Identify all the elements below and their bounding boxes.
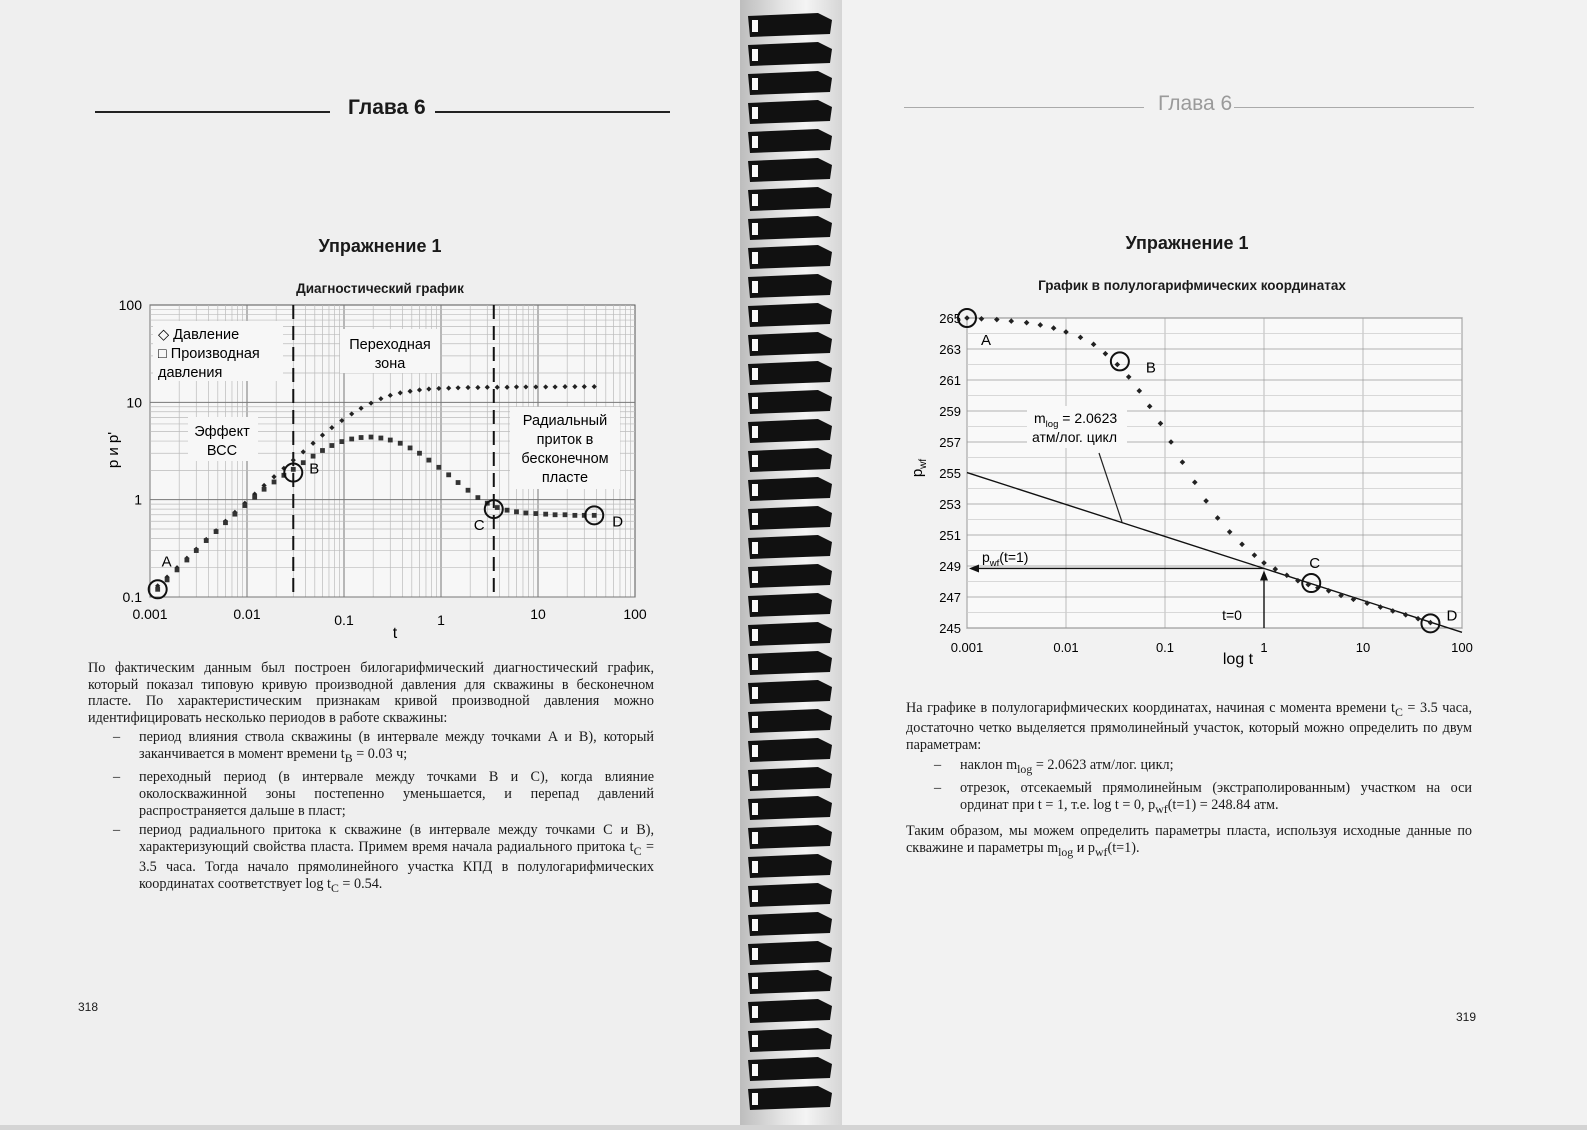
bullet-dash: – [113, 769, 121, 786]
binding-coil [748, 332, 832, 356]
binding-hole [752, 542, 758, 554]
legend [153, 321, 283, 381]
derivative-point [252, 495, 257, 500]
binding-hole [752, 948, 758, 960]
binding-hole [752, 658, 758, 670]
binding-coil [748, 941, 832, 965]
binding-coil [748, 129, 832, 153]
bullet-item [113, 822, 654, 896]
y-tick-label: 247 [939, 590, 961, 605]
derivative-point [359, 435, 364, 440]
derivative-point [311, 454, 316, 459]
x-tick-label: 0.1 [334, 612, 354, 628]
derivative-point [388, 438, 393, 443]
binding-coil [748, 158, 832, 182]
binding-hole [752, 136, 758, 148]
binding-coil [748, 1086, 832, 1110]
slope-label-line2: атм/лог. цикл [1032, 429, 1117, 445]
x-tick-label: 0.01 [1053, 640, 1079, 655]
exercise-title: Упражнение 1 [318, 236, 442, 256]
annotation-line: бесконечном [521, 451, 609, 467]
y-tick-label: 1 [134, 491, 142, 508]
key-point-label: B [309, 460, 320, 478]
left-body-text [88, 660, 654, 896]
bullet-dash: – [113, 729, 121, 746]
annotation-line: зона [374, 356, 406, 372]
paragraph: На графике в полулогарифмических координатах, начиная с момента времени $t_C = 3.5$ часа, достаточно четко выделяется прямолинейный участок, который можно определить по двум параметрам: [906, 700, 1473, 754]
binding-coil [748, 796, 832, 820]
binding-hole [752, 310, 758, 322]
derivative-point [572, 513, 577, 518]
header-rule-right [435, 111, 670, 113]
x-tick-label: 0.001 [132, 606, 168, 622]
annotation-line: Эффект [194, 424, 250, 440]
y-axis-label: $p_{wf}$ [909, 458, 929, 478]
derivative-point [417, 451, 422, 456]
binding-coil [748, 767, 832, 791]
binding-hole [752, 165, 758, 177]
bullet-text: = 0.03 ч; [352, 745, 408, 762]
binding-coil [748, 825, 832, 849]
bullet-dash: – [934, 756, 942, 773]
y-tick-label: 261 [939, 373, 961, 388]
y-tick-label: 0.1 [122, 589, 142, 605]
binding-coil [748, 883, 832, 907]
binding-coil [748, 1028, 832, 1052]
derivative-point [242, 503, 247, 508]
binding-coil [748, 1057, 832, 1081]
bullet-text: период радиального притока к скважине (в интервале между точками C и B), характеризующий свойства пласта. Примем время начала радиального притока t [139, 822, 654, 855]
binding-coil [748, 187, 832, 211]
derivative-point [329, 443, 334, 448]
semilog-chart [842, 300, 1587, 680]
derivative-point [495, 505, 500, 510]
chapter-header-left [95, 96, 670, 126]
binding-coil [748, 564, 832, 588]
annotation-line: ВСС [206, 443, 238, 459]
binding-coil [748, 303, 832, 327]
binding-coil [748, 854, 832, 878]
y-axis-label: p и p' [105, 431, 122, 469]
figure-title: График в полулогарифмических координатах [1038, 278, 1346, 293]
binding-hole [752, 339, 758, 351]
binding-coil [748, 100, 832, 124]
subscript: B [344, 750, 353, 765]
right-body-text [906, 700, 1472, 860]
binding-coil [748, 506, 832, 530]
derivative-point [378, 436, 383, 441]
subscript: C [330, 880, 339, 895]
key-point-label: C [473, 517, 485, 535]
annotation-line: Радиальный [522, 413, 608, 429]
binding-hole [752, 281, 758, 293]
y-tick-label: 263 [939, 342, 961, 357]
binding-hole [752, 629, 758, 641]
derivative-point [466, 488, 471, 493]
bullet-item [113, 769, 654, 819]
derivative-point [301, 460, 306, 465]
binding-hole [752, 977, 758, 989]
bullet-text: = 0.54. [338, 875, 383, 892]
binding-coil [748, 651, 832, 675]
binding-coil [748, 477, 832, 501]
bullet-text: переходный период (в интервале между точками B и C), когда влияние околоскважинной зоны постепенно уменьшается, и перепад давлений распространяется дальше в пласт; [139, 769, 654, 819]
binding-hole [752, 1064, 758, 1076]
binding-hole [752, 1006, 758, 1018]
binding-hole [752, 1035, 758, 1047]
exercise-title: Упражнение 1 [1125, 233, 1249, 253]
binding-hole [752, 107, 758, 119]
binding-hole [752, 861, 758, 873]
binding-coil [748, 912, 832, 936]
derivative-point [349, 437, 354, 442]
binding-hole [752, 426, 758, 438]
derivative-point [339, 439, 344, 444]
binding-coil [748, 390, 832, 414]
derivative-point [543, 512, 548, 517]
binding-hole [752, 484, 758, 496]
intercept-label: $p_{wf}(t=1)$ [982, 549, 1029, 569]
binding-coil [748, 999, 832, 1023]
annotation-line: пласте [541, 470, 589, 486]
chapter-header-right [904, 92, 1474, 122]
y-tick-label: 100 [118, 297, 142, 313]
paragraph: По фактическим данным был построен билогарифмический диагностический график, который показал типовую кривую производной давления для скважины в бесконечном пласте. По характеристическим признакам кривой производной давления можно идентифицировать несколько периодов в работе скважины: [88, 660, 654, 726]
diagnostic-chart [0, 295, 745, 655]
bullet-dash: – [934, 780, 942, 797]
y-tick-label: 259 [939, 404, 961, 419]
bullet-item: – наклон $m_{log} = 2.0623$ атм/лог. цикл; [934, 756, 1174, 776]
derivative-point [533, 511, 538, 516]
legend-item-derivative: □ Производная [158, 346, 260, 362]
subscript: C [633, 843, 642, 858]
derivative-point [436, 465, 441, 470]
binding-hole [752, 832, 758, 844]
binding-hole [752, 49, 758, 61]
y-tick-label: 257 [939, 435, 961, 450]
binding-hole [752, 919, 758, 931]
binding-hole [752, 20, 758, 32]
binding-hole [752, 513, 758, 525]
slope-label-line1: $m_{log} = 2.0623$ [1034, 410, 1118, 430]
derivative-point [446, 472, 451, 477]
derivative-point [272, 480, 277, 485]
x-axis-label: log t [1222, 651, 1254, 668]
binding-hole [752, 455, 758, 467]
derivative-point [214, 529, 219, 534]
binding-hole [752, 252, 758, 264]
y-tick-label: 10 [126, 394, 142, 411]
binding-coils [740, 0, 850, 1125]
binding-hole [752, 774, 758, 786]
derivative-point [398, 441, 403, 446]
page-number-right: 319 [1456, 1010, 1477, 1024]
annotation-transition-zone [340, 329, 440, 373]
derivative-point [194, 548, 199, 553]
binding-hole [752, 78, 758, 90]
figure-title: Диагностический график [296, 281, 464, 296]
y-tick-label: 265 [939, 311, 961, 326]
paragraph: Таким образом, мы можем определить параметры пласта, используя исходные данные по скважине и параметры $m_{log}$ и $p_{wf}(t=1)$. [906, 823, 1472, 859]
derivative-point [523, 511, 528, 516]
derivative-point [155, 587, 160, 592]
derivative-point [553, 512, 558, 517]
derivative-point [563, 512, 568, 517]
binding-coil [748, 709, 832, 733]
header-rule-right [1234, 107, 1474, 108]
x-tick-label: 10 [1355, 640, 1371, 655]
binding-coil [748, 448, 832, 472]
x-tick-label: 100 [623, 606, 647, 622]
derivative-point [175, 567, 180, 572]
key-point-label: A [981, 332, 992, 349]
binding-coil [748, 245, 832, 269]
x-tick-label: 0.01 [233, 606, 261, 622]
key-point-label: D [612, 513, 624, 531]
annotation-wbs-effect [188, 417, 258, 461]
binding-hole [752, 600, 758, 612]
binding-coil [748, 419, 832, 443]
binding-hole [752, 571, 758, 583]
annotation-radial-flow [510, 407, 620, 489]
x-tick-label: 0.1 [1155, 640, 1175, 655]
x-tick-label: 0.001 [950, 640, 984, 655]
binding-coil [748, 970, 832, 994]
y-tick-label: 255 [939, 466, 961, 481]
key-point-label: B [1145, 359, 1156, 377]
spiral-binding [740, 0, 850, 1125]
binding-hole [752, 223, 758, 235]
binding-hole [752, 890, 758, 902]
x-tick-label: 1 [437, 612, 445, 628]
binding-coil [748, 535, 832, 559]
x-tick-label: 1 [1260, 640, 1268, 655]
derivative-point [369, 435, 374, 440]
binding-hole [752, 397, 758, 409]
key-point-label: A [161, 553, 172, 571]
derivative-point [223, 520, 228, 525]
binding-hole [752, 803, 758, 815]
header-rule-left [904, 107, 1144, 108]
y-tick-label: 253 [939, 497, 961, 512]
page-number-left: 318 [78, 1000, 99, 1014]
binding-hole [752, 1093, 758, 1105]
annotation-line: Переходная [349, 337, 431, 353]
derivative-point [505, 508, 510, 513]
binding-coil [748, 274, 832, 298]
derivative-point [456, 480, 461, 485]
derivative-point [232, 512, 237, 517]
binding-coil [748, 622, 832, 646]
derivative-point [475, 495, 480, 500]
bullet-dash: – [113, 822, 121, 839]
header-rule-left [95, 111, 330, 113]
slope-label [1027, 406, 1127, 448]
bullet-item: – отрезок, отсекаемый прямолинейным (экстраполированным) участком на оси ординат при t = 1, т.е. log t = 0, $p_{wf}(t=1) = 248.84$ атм. [934, 780, 1472, 816]
binding-coil [748, 680, 832, 704]
derivative-point [165, 577, 170, 582]
x-tick-label: 100 [1451, 640, 1473, 655]
chapter-title: Глава 6 [1158, 92, 1233, 115]
derivative-point [262, 487, 267, 492]
derivative-point [291, 467, 296, 472]
right-page [842, 0, 1587, 1125]
y-tick-label: 245 [939, 621, 961, 636]
binding-coil [748, 13, 832, 37]
key-point-label: C [1309, 555, 1321, 573]
bullet-item [113, 729, 654, 766]
binding-hole [752, 194, 758, 206]
y-tick-label: 251 [939, 528, 961, 543]
binding-coil [748, 42, 832, 66]
x-tick-label: 10 [530, 606, 546, 622]
derivative-point [514, 509, 519, 514]
key-point-label: D [1446, 607, 1458, 625]
binding-coil [748, 71, 832, 95]
annotation-line: приток в [536, 432, 594, 448]
legend-item-derivative-2: давления [158, 365, 223, 381]
binding-coil [748, 216, 832, 240]
binding-hole [752, 716, 758, 728]
chapter-title: Глава 6 [348, 96, 426, 119]
derivative-point [408, 446, 413, 451]
y-tick-label: 249 [939, 559, 961, 574]
derivative-point [184, 558, 189, 563]
x-axis-label: t [392, 625, 398, 642]
binding-hole [752, 745, 758, 757]
binding-coil [748, 361, 832, 385]
bullet-text: = 3.5 часа. Тогда начало прямолинейного участка КПД в полулогарифмических координатах соответствует log t [139, 838, 654, 892]
binding-hole [752, 687, 758, 699]
derivative-point [204, 538, 209, 543]
binding-coil [748, 593, 832, 617]
binding-coil [748, 738, 832, 762]
binding-hole [752, 368, 758, 380]
derivative-point [320, 448, 325, 453]
left-page [0, 0, 745, 1125]
derivative-point [592, 513, 597, 518]
derivative-point [426, 458, 431, 463]
t0-label: t=0 [1222, 607, 1242, 623]
legend-item-pressure: ◇ Давление [158, 327, 240, 343]
bullet-text: период влияния ствола скважины (в интервале между точками A и B), который заканчивается в момент времени t [139, 729, 654, 762]
